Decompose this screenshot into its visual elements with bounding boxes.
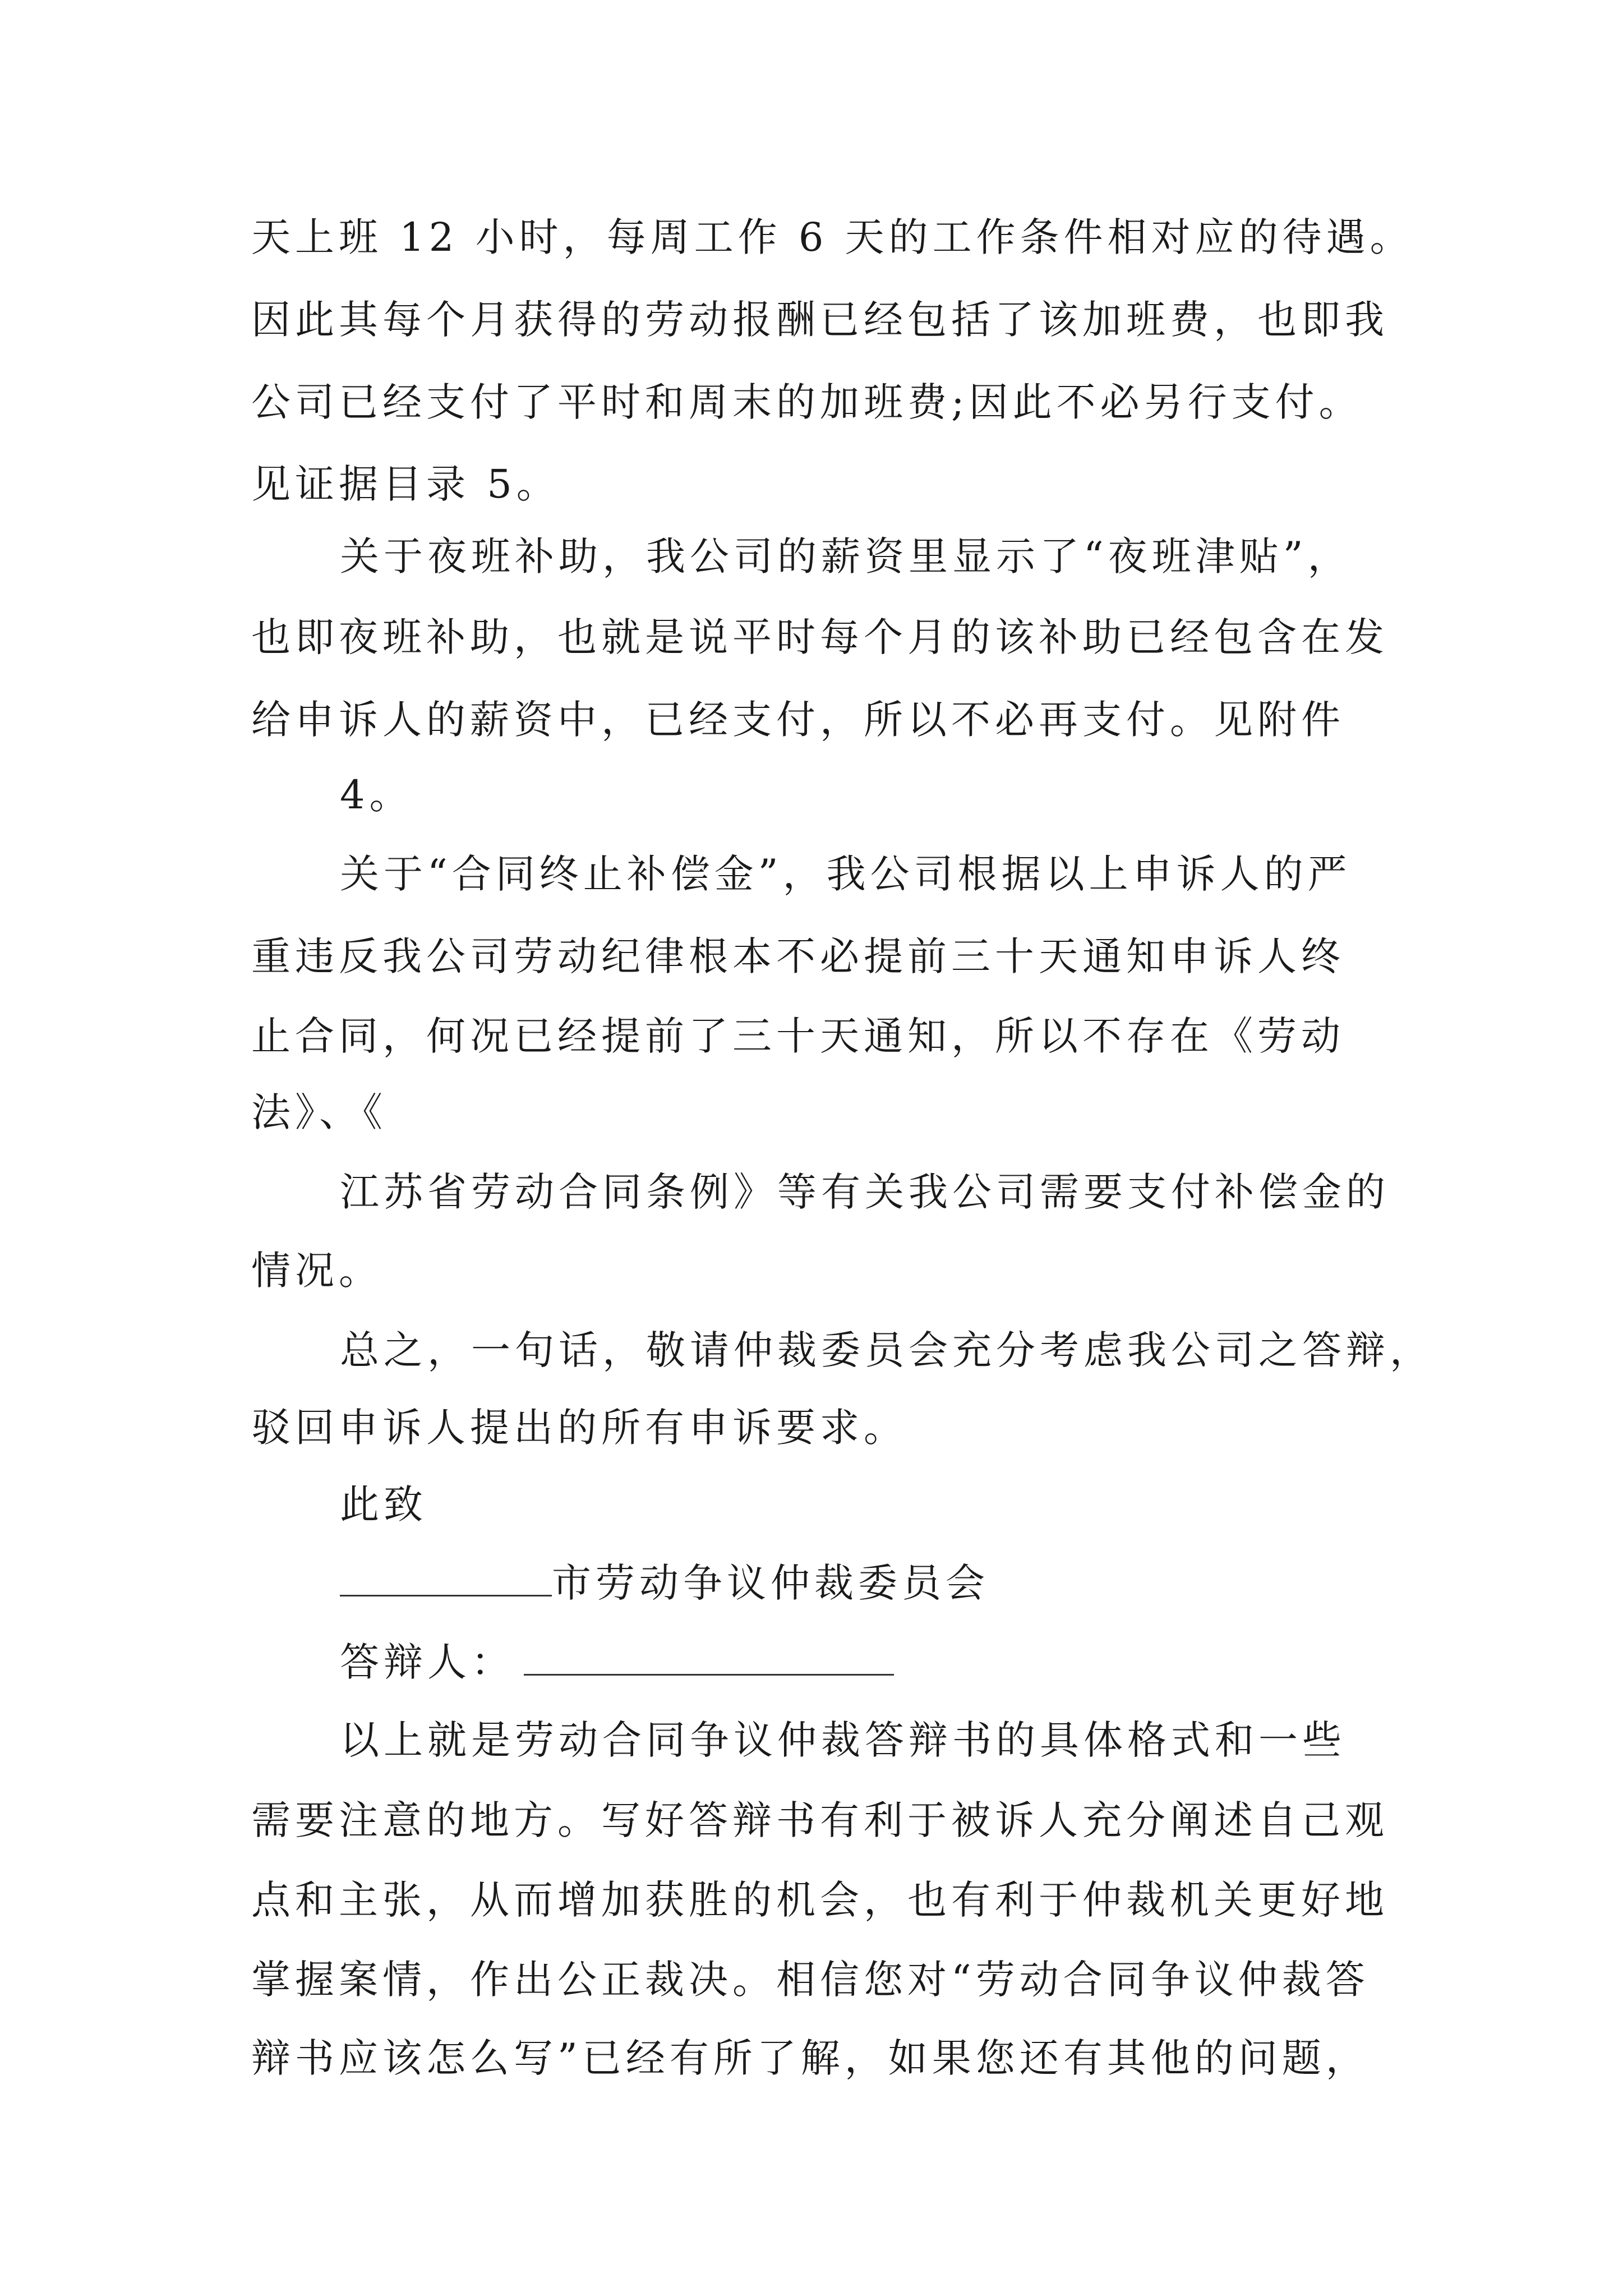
text-line: 见证据目录 5。 bbox=[251, 461, 560, 507]
signature-label: 答辩人： bbox=[340, 1639, 515, 1685]
text-line: 总之，一句话，敬请仲裁委员会充分考虑我公司之答辩， bbox=[340, 1327, 1433, 1373]
text-line: 天上班 12 小时，每周工作 6 天的工作条件相对应的待遇。 bbox=[251, 214, 1414, 260]
text-line: 关于夜班补助，我公司的薪资里显示了“夜班津贴”， bbox=[340, 533, 1352, 579]
text-line: 驳回申诉人提出的所有申诉要求。 bbox=[251, 1405, 907, 1451]
text-line: 法》、《 bbox=[251, 1089, 387, 1135]
recipient-blank bbox=[340, 1560, 552, 1596]
text-line: 情况。 bbox=[251, 1248, 382, 1294]
text-line: 重违反我公司劳动纪律根本不必提前三十天通知申诉人终 bbox=[251, 933, 1345, 979]
salutation: 此致 bbox=[340, 1481, 427, 1527]
text-line: 掌握案情，作出公正裁决。相信您对“劳动合同争议仲裁答 bbox=[251, 1957, 1370, 2003]
signature-blank bbox=[524, 1639, 894, 1676]
text-line: 以上就是劳动合同争议仲裁答辩书的具体格式和一些 bbox=[340, 1717, 1346, 1763]
recipient-line bbox=[340, 1558, 989, 1608]
text-line: 因此其每个月获得的劳动报酬已经包括了该加班费，也即我 bbox=[251, 297, 1389, 343]
text-line: 点和主张，从而增加获胜的机会，也有利于仲裁机关更好地 bbox=[251, 1877, 1389, 1923]
text-line: 4。 bbox=[340, 772, 413, 818]
text-line: 关于“合同终止补偿金”，我公司根据以上申诉人的严 bbox=[340, 851, 1352, 897]
text-line: 止合同，何况已经提前了三十天通知，所以不存在《劳动 bbox=[251, 1013, 1345, 1059]
signature-line bbox=[340, 1637, 894, 1687]
text-line: 需要注意的地方。写好答辩书有利于被诉人充分阐述自己观 bbox=[251, 1797, 1389, 1843]
text-line: 江苏省劳动合同条例》等有关我公司需要支付补偿金的 bbox=[340, 1169, 1390, 1215]
recipient-label: 市劳动争议仲裁委员会 bbox=[552, 1560, 989, 1606]
text-line: 公司已经支付了平时和周末的加班费;因此不必另行支付。 bbox=[251, 379, 1363, 425]
text-line: 给申诉人的薪资中，已经支付，所以不必再支付。见附件 bbox=[251, 697, 1345, 743]
text-line: 辩书应该怎么写”已经有所了解，如果您还有其他的问题， bbox=[251, 2035, 1370, 2081]
text-line: 也即夜班补助，也就是说平时每个月的该补助已经包含在发 bbox=[251, 614, 1389, 660]
